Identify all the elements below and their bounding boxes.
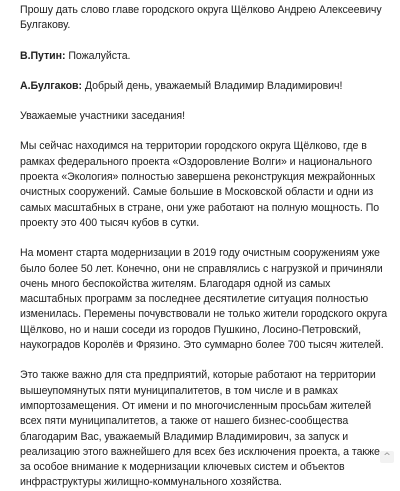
bulgakov-remark-text: Добрый день, уважаемый Владимир Владимирович! — [81, 79, 343, 92]
body-paragraph-2: На момент старта модернизации в 2019 году очистным сооружениям уже было более 50 лет. Конечно, они не справлялись с нагрузкой и причиняли очень много беспокойства жителям. Благодаря одной из самых масштабных программ за последнее десятилетие ситуация полностью изменилась. Перемены почувствовали не только жители городского округа Щёлково, но и наши соседи из городов Пушкино, Лосино-Петровский, наукоградов Королёв и Фрязино. Это суммарно более 700 тысяч жителей. — [20, 247, 388, 352]
body-paragraph-1: Мы сейчас находимся на территории городского округа Щёлково, где в рамках федерального проекта «Оздоровление Волги» и национального проекта «Экология» полностью завершена реконструкция межрайонных очистных сооружений. Самые большие в Московской области и одни из самых масштабных в стране, они уже работают на полную мощность. По проекту это 400 тысяч кубов в сутки. — [20, 140, 380, 229]
bulgakov-remark — [20, 79, 390, 94]
putin-remark-text: Пожалуйста. — [65, 49, 131, 62]
intro-paragraph: Прошу дать слово главе городского округа Щёлково Андрею Алексеевичу Булгакову. — [20, 4, 382, 32]
speaker-putin: В.Путин: — [20, 49, 66, 62]
body-paragraph-3: Это также важно для ста предприятий, которые работают на территории вышеупомянутых пяти муниципалитетов, в том числе и в рамках импортозамещения. От имени и по многочисленным просьбам жителей всех пяти муниципалитетов, а также от нашего бизнес-сообщества благодарим Вас, уважаемый Владимир Владимирович, за запуск и реализацию этого важнейшего для всех без исключения проекта, а также за особое внимание к модернизации ключевых систем и объектов инфраструктуры жилищно-коммунального хозяйства. — [20, 369, 380, 489]
speaker-bulgakov: А.Булгаков: — [20, 79, 82, 92]
greeting-paragraph: Уважаемые участники заседания! — [20, 110, 185, 123]
chevron-up-icon[interactable]: ^ — [380, 451, 394, 463]
putin-remark — [20, 49, 390, 64]
